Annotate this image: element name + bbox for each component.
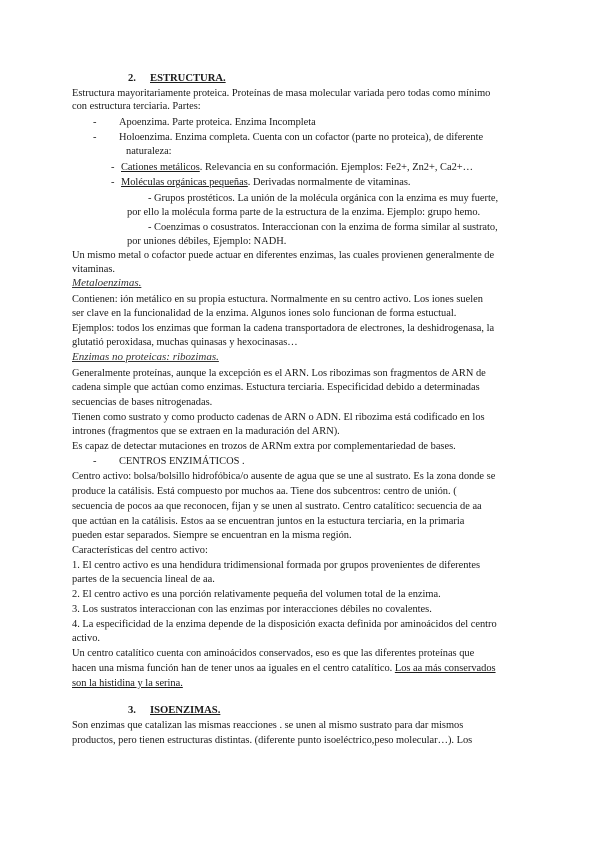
term-description: . Derivadas normalmente de vitaminas. (247, 177, 411, 188)
subheading-ribozimas: Enzimas no proteicas: ribozimas. (72, 351, 219, 363)
section-number: 2. (128, 73, 136, 84)
paragraph-line: partes de la secuencia lineal de aa. (72, 574, 215, 585)
term: Moléculas orgánicas pequeñas (121, 177, 248, 188)
paragraph-line: secuencia de pocos aa que reconocen, fijan y se unen al sustrato. Centro catalítico: secuencia de aa (72, 501, 482, 512)
paragraph-line: 4. La especificidad de la enzima depende de la disposición exacta definida por aminoácidos del centro (72, 619, 497, 630)
paragraph-line: pueden estar separados. Siempre se encuentran en la misma región. (72, 530, 352, 541)
detail-line: por ello la molécula forma parte de la estructura de la enzima. Ejemplo: grupo hemo. (127, 207, 481, 218)
paragraph-line: Estructura mayoritariamente proteica. Proteínas de masa molecular variada pero todas como mínimo (72, 88, 491, 99)
section-heading-estructura (128, 72, 226, 85)
paragraph-line: Características del centro activo: (72, 545, 208, 556)
list-dash: - (93, 117, 97, 128)
detail-line: - Grupos prostéticos. La unión de la molécula orgánica con la enzima es muy fuerte, (148, 193, 499, 204)
underlined-text: Los aa más conservados (394, 663, 496, 674)
section-title: ESTRUCTURA. (150, 73, 226, 84)
paragraph-line: secuencias de bases nitrogenadas. (72, 397, 213, 408)
detail-line: - Coenzimas o cosustratos. Interaccionan con la enzima de forma similar al sustrato, (148, 222, 498, 233)
paragraph-line: con estructura terciaria. Partes: (72, 101, 201, 112)
term: Cationes metálicos (121, 162, 200, 173)
sub-item-cationes (111, 161, 473, 174)
paragraph-line: Ejemplos: todos los enzimas que forman la cadena transportadora de electrones, la deshidrogenasa, la (72, 323, 495, 334)
paragraph-line: productos, pero tienen estructuras distintas. (diferente punto isoeléctrico,peso molecular…). Los (72, 735, 473, 746)
paragraph-line: vitaminas. (72, 264, 115, 275)
paragraph-line: Centro activo: bolsa/bolsillo hidrofóbica/o ausente de agua que se une al sustrato. Es la zona donde se (72, 471, 496, 482)
list-item-text: Holoenzima. Enzima completa. Cuenta con un cofactor (parte no proteica), de diferente (119, 132, 484, 143)
subheading-metaloenzimas: Metaloenzimas. (72, 277, 142, 289)
paragraph-line: ser clave en la funcionalidad de la enzima. Algunos iones solo funcionan de forma estuctual. (72, 308, 457, 319)
paragraph-line: Tienen como sustrato y como producto cadenas de ARN o ADN. El ribozima está codificado en los (72, 412, 485, 423)
section-heading-isoenzimas (128, 704, 220, 717)
paragraph-line: intrones (fragmentos que se extraen en la maduración del ARN). (72, 426, 340, 437)
list-item-holoenzima (93, 131, 483, 144)
section-number: 3. (128, 705, 136, 716)
underlined-line: son la histidina y la serina. (72, 678, 183, 689)
list-item-apoenzima (93, 116, 316, 129)
list-dash: - (111, 177, 115, 188)
list-dash: - (111, 162, 115, 173)
sub-item-moleculas (111, 176, 411, 189)
paragraph-line (72, 662, 496, 675)
paragraph-line: Son enzimas que catalizan las mismas reacciones . se unen al mismo sustrato para dar mismos (72, 720, 464, 731)
paragraph-line: activo. (72, 633, 100, 644)
paragraph-line: cadena simple que actúan como enzimas. Estuctura terciaria. Especificidad debido a determinadas (72, 382, 480, 393)
list-item-text: Apoenzima. Parte proteica. Enzima Incompleta (119, 117, 316, 128)
list-item-continuation: naturaleza: (126, 146, 172, 157)
paragraph-line: Generalmente proteínas, aunque la excepción es el ARN. Los ribozimas son fragmentos de ARN de (72, 368, 486, 379)
paragraph-line: Contienen: ión metálico en su propia estuctura. Normalmente en su centro activo. Los iones suelen (72, 294, 483, 305)
paragraph-line: glutatió peroxidasa, muchas quinasas y hexocinasas… (72, 337, 298, 348)
paragraph-line: produce la catálisis. Está compuesto por muchos aa. Tiene dos subcentros: centro de unión. ( (72, 486, 457, 497)
list-item-centros (93, 455, 245, 468)
paragraph-line: Un centro catalítico cuenta con aminoácidos conservados, eso es que las diferentes proteínas que (72, 648, 475, 659)
paragraph-line: Un mismo metal o cofactor puede actuar en diferentes enzimas, las cuales provienen generalmente de (72, 250, 495, 261)
paragraph-line: 2. El centro activo es una porción relativamente pequeña del volumen total de la enzima. (72, 589, 441, 600)
line-text: hacen una misma función han de tener unos aa iguales en el centro catalítico. (72, 663, 395, 674)
term-description: . Relevancia en su conformación. Ejemplos: Fe2+, Zn2+, Ca2+… (199, 162, 474, 173)
paragraph-line: 3. Los sustratos interaccionan con las enzimas por interacciones débiles no covalentes. (72, 604, 432, 615)
paragraph-line: 1. El centro activo es una hendidura tridimensional formada por grupos provenientes de diferentes (72, 560, 480, 571)
list-item-title: CENTROS ENZIMÁTICOS . (119, 456, 245, 467)
list-dash: - (93, 132, 97, 143)
list-dash: - (93, 456, 97, 467)
paragraph-line: Es capaz de detectar mutaciones en trozos de ARNm extra por complementariedad de bases. (72, 441, 456, 452)
section-title: ISOENZIMAS. (150, 705, 221, 716)
detail-line: por uniones débiles, Ejemplo: NADH. (127, 236, 287, 247)
paragraph-line: que actúan en la catálisis. Estos aa se encuentran juntos en la estuctura terciaria, en la primaria (72, 516, 465, 527)
